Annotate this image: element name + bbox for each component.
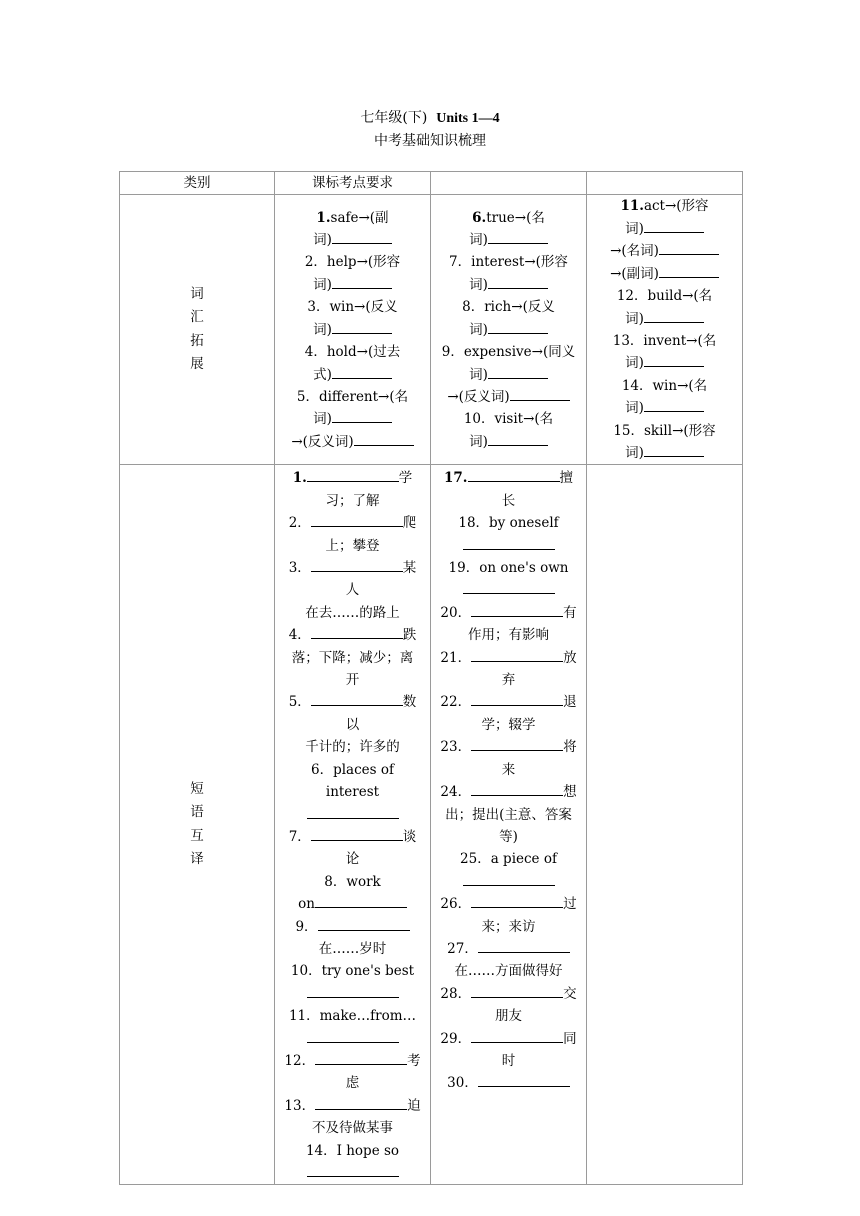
phrase-item-21: 21． 放 — [439, 647, 578, 669]
vocab-cell-1: 1.safe→(副 词) 2．help→(形容 词) 3．win→(反义 词) 4．hold→(过去 式) 5．different→(名 词) →(反义词) — [275, 195, 431, 465]
answer-blank[interactable] — [332, 408, 392, 423]
vocab-item-8: 8．rich→(反义 — [462, 299, 555, 316]
phrase-item-7: 7． 谈论 — [283, 826, 422, 871]
phrase-item-4: 4． 跌 — [283, 624, 422, 646]
phrase-item-25: 25．a piece of — [460, 851, 557, 868]
answer-blank[interactable] — [488, 274, 548, 289]
answer-blank[interactable] — [644, 397, 704, 412]
answer-blank[interactable] — [488, 229, 548, 244]
page-subtitle: 中考基础知识梳理 — [374, 133, 486, 149]
category-vocabulary: 词 汇 拓 展 — [120, 195, 275, 465]
vocab-item-7: 7．interest→(形容 — [449, 254, 568, 271]
answer-blank[interactable] — [488, 319, 548, 334]
phrase-item-5: 5． 数以 — [283, 691, 422, 736]
phrase-item-24: 24． 想 — [439, 781, 578, 803]
answer-blank[interactable] — [488, 364, 548, 379]
answer-blank[interactable] — [659, 263, 719, 278]
knowledge-table — [119, 171, 743, 1185]
phrase-cell-3-empty — [587, 465, 743, 1185]
phrase-item-12: 12． 考 — [283, 1050, 422, 1072]
answer-blank[interactable] — [332, 364, 392, 379]
phrase-item-26: 26． 过 — [439, 893, 578, 915]
vocab-item-9: 9．expensive→(同义 — [441, 344, 576, 361]
phrase-item-2: 2． 爬 — [283, 512, 422, 534]
answer-blank[interactable] — [659, 240, 719, 255]
table-row-phrases — [120, 465, 743, 1185]
answer-blank[interactable] — [644, 308, 704, 323]
header-requirements: 课标考点要求 — [275, 172, 431, 195]
answer-blank[interactable] — [332, 319, 392, 334]
vocab-item-5: 5．different→(名 — [296, 388, 409, 405]
phrase-cell-1: 1. 学 习；了解 2． 爬 上；攀登 3． 某人 在去……的路上 4． 跌 落；下降；减少；离 开 5． 数以 千计的；许多的 6．places of interest 7． 谈论 8．work on 9． 在……岁时 10．try one's best 11．make…from… 12． 考 虑 13． 迫 不及待做某事 14．I hope so — [275, 465, 431, 1185]
phrase-item-9: 9． — [283, 916, 422, 938]
phrase-item-1: 1. 学 — [283, 467, 422, 489]
phrase-item-3: 3． 某人 — [283, 557, 422, 602]
phrase-item-29: 29． 同 — [439, 1028, 578, 1050]
phrase-item-6: 6．places of interest — [311, 761, 394, 801]
phrase-item-28: 28． 交 — [439, 983, 578, 1005]
title-grade: 七年级(下) — [360, 110, 428, 126]
phrase-item-11: 11．make…from… — [288, 1008, 417, 1025]
answer-blank[interactable] — [644, 352, 704, 367]
vocab-item-1: 1.safe→(副 — [316, 209, 389, 226]
vocab-item-15: 15．skill→(形容 — [613, 422, 716, 439]
vocab-item-12: 12．build→(名 — [616, 288, 713, 305]
answer-blank[interactable] — [332, 229, 392, 244]
vocab-item-13: 13．invent→(名 — [612, 332, 717, 349]
vocab-item-14: 14．win→(名 — [621, 377, 708, 394]
answer-blank[interactable] — [510, 386, 570, 401]
answer-blank[interactable] — [488, 431, 548, 446]
phrase-item-20: 20． 有 — [439, 602, 578, 624]
vocab-item-2: 2．help→(形容 — [304, 254, 401, 271]
header-empty-2 — [587, 172, 743, 195]
phrase-item-10: 10．try one's best — [290, 963, 415, 980]
table-row-vocabulary — [120, 195, 743, 465]
vocab-cell-2: 6.true→(名 词) 7．interest→(形容 词) 8．rich→(反义 词) 9．expensive→(同义 词) →(反义词) 10．visit→(名 词) — [431, 195, 587, 465]
phrase-item-14: 14．I hope so — [305, 1142, 400, 1159]
vocab-item-6: 6.true→(名 — [472, 209, 545, 226]
phrase-item-22: 22． 退 — [439, 691, 578, 713]
vocab-item-10: 10．visit→(名 — [463, 411, 554, 428]
header-category: 类别 — [120, 172, 275, 195]
phrase-item-30: 30． — [439, 1072, 578, 1094]
title-units: Units 1—4 — [436, 111, 500, 126]
phrase-cell-2: 17. 擅 长 18．by oneself 19．on one's own 20． 有 作用；有影响 21． 放 弃 22． 退 学；辍学 23． 将 来 24． 想 出；提出(主意、答案 等) 25．a piece of 26． 过 来；来访 27． 在……方面做得好 28． 交 朋友 29． 同 时 30． — [431, 465, 587, 1185]
table-header-row — [120, 172, 743, 195]
phrase-item-19: 19．on one's own — [448, 560, 569, 577]
phrase-item-13: 13． 迫 — [283, 1095, 422, 1117]
vocab-item-4: 4．hold→(过去 — [304, 344, 401, 361]
answer-blank[interactable] — [644, 218, 704, 233]
answer-blank[interactable] — [354, 431, 414, 446]
category-phrases: 短 语 互 译 — [120, 465, 275, 1185]
header-empty-1 — [431, 172, 587, 195]
vocab-cell-3: 11.act→(形容 词) →(名词) →(副词) 12．build→(名 词) 13．invent→(名 词) 14．win→(名 词) 15．skill→(形容 词) — [587, 195, 743, 465]
phrase-item-23: 23． 将 — [439, 736, 578, 758]
answer-blank[interactable] — [332, 274, 392, 289]
phrase-item-18: 18．by oneself — [458, 515, 559, 532]
phrase-item-27: 27． — [439, 938, 578, 960]
answer-blank[interactable] — [644, 442, 704, 457]
vocab-item-3: 3．win→(反义 — [307, 299, 398, 316]
page-title — [0, 108, 860, 129]
phrase-item-17: 17. 擅 — [439, 467, 578, 489]
phrase-item-8: 8．work — [324, 873, 381, 890]
vocab-item-11: 11.act→(形容 — [620, 198, 709, 215]
